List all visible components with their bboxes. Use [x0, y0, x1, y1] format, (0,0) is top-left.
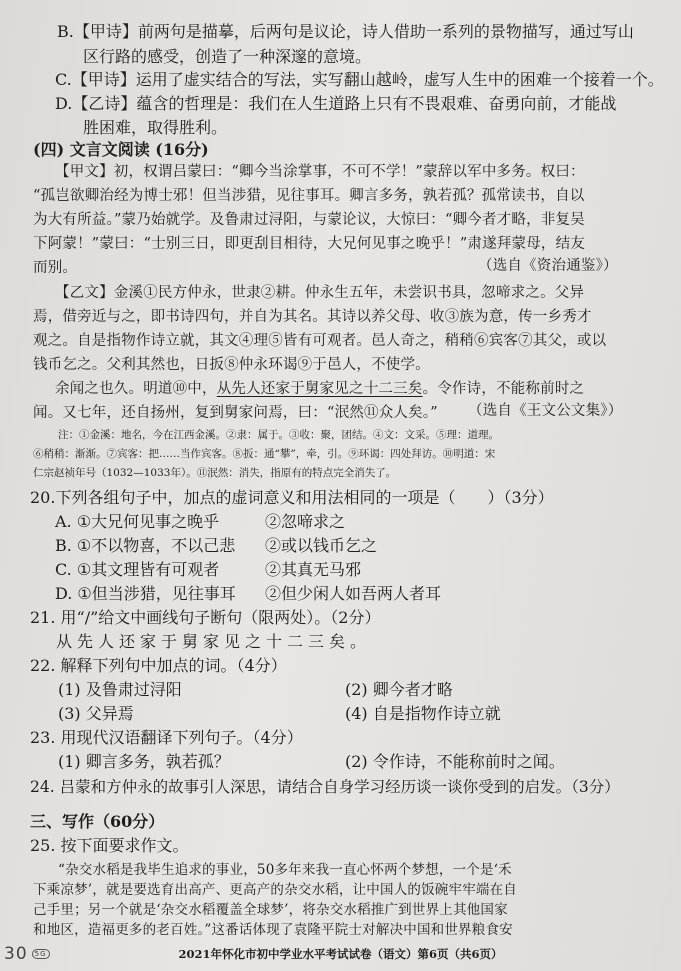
yi-line5-post: 。令作诗，不能称前时之 — [422, 381, 585, 397]
q20-c-2: ②其真无马邪 — [265, 560, 362, 579]
prompt-line2: 下乘凉梦’，就是要选育出高产、更高产的杂交水稻，让中国人的饭碗牢牢端在自 — [33, 882, 517, 898]
section-3-heading: 三、写作（60分） — [30, 812, 165, 831]
q22-item-3: (3) 父异焉 — [58, 704, 134, 723]
jia-text-line1: 【甲文】初，权谓吕蒙曰：“卿今当涂掌事，不可不学！”蒙辞以军中多务。权曰： — [55, 164, 585, 180]
jia-text-line4: 下阿蒙！”蒙曰：“士别三日，即更刮目相待，大兄何见事之晚乎！”肃遂拜蒙母，结友 — [33, 236, 586, 252]
note-line3: 仁宗赵祯年号（1032—1033年）。⑪泯然：消失，指原有的特点完全消失了。 — [33, 467, 397, 479]
prompt-line4: 和地区，造福更多的老百姓。”这番话体现了袁隆平院士对解决中国和世界粮食安 — [33, 922, 513, 938]
option-b-line1: B.【甲诗】前两句是描摹，后两句是议论，诗人借助一系列的景物描写，通过写山 — [57, 22, 634, 41]
network-badge: 5G — [32, 949, 50, 959]
q20-a-2: ②忽啼求之 — [265, 512, 346, 531]
jia-text-line5: 而别。 — [33, 260, 78, 276]
option-b-line2: 区行路的感受，创造了一种深邃的意境。 — [83, 47, 372, 66]
jia-text-line2: “孤岂欲卿治经为博士邪！但当涉猎，见往事耳。卿言多务，孰若孤？孤常读书，自以 — [33, 188, 585, 204]
q20-d-2: ②但少闲人如吾两人者耳 — [265, 584, 442, 603]
q23-item-2: (2) 令作诗，不能称前时之闻。 — [345, 752, 565, 771]
yi-text-line5 — [55, 379, 584, 399]
yi-line5-pre: 余闻之也久。明道⑩中， — [55, 381, 217, 397]
page-footer: 2021年怀化市初中学业水平考试试卷（语文）第6页（共6页） — [178, 947, 503, 961]
q20-b-2: ②或以钱币乞之 — [265, 536, 378, 555]
prompt-line3: 己手里；另一个就是‘杂交水稻覆盖全球梦’，将杂交水稻推广到世界上其他国家 — [33, 902, 508, 918]
watermark-text: 30 — [4, 944, 28, 964]
note-line2: ⑥稍稍：渐渐。⑦宾客：把……当作宾客。⑧扳：通“攀”，牵，引。⑨环谒：四处拜访。⑩明道：宋 — [33, 448, 496, 460]
yi-text-line2: 焉，借旁近与之，即书诗四句，并自为其名。其诗以养父母、收③族为意，传一乡秀才 — [33, 309, 592, 325]
option-d-line2: 胜困难，取得胜利。 — [83, 118, 228, 137]
q21-sentence: 从先人还家于舅家见之十二三矣。 — [56, 632, 372, 651]
q22-item-4: (4) 自是指物作诗立就 — [345, 704, 501, 723]
yi-source: （选自《王文公文集》） — [468, 403, 623, 419]
yi-text-line1: 【乙文】金溪①民方仲永，世隶②耕。仲永生五年，未尝识书具，忽啼求之。父异 — [55, 285, 585, 301]
underlined-sentence: 从先人还家于舅家见之十二三矣 — [216, 381, 423, 397]
question-24: 24. 吕蒙和方仲永的故事引人深思，请结合自身学习经历谈一谈你受到的启发。（3分） — [30, 778, 620, 796]
yi-text-line4: 钱币乞之。父利其然也，日扳⑧仲永环谒⑨于邑人，不使学。 — [33, 357, 430, 373]
yi-text-line3: 观之。自是指物作诗立就，其文④理⑤皆有可观者。邑人奇之，稍稍⑥宾客⑦其父，或以 — [33, 333, 607, 349]
question-21: 21. 用“/”给文中画线句子断句（限两处）。（2分） — [30, 608, 381, 627]
camera-watermark — [4, 944, 50, 964]
option-c: C.【甲诗】运用了虚实结合的写法，实写翻山越岭，虚写人生中的困难一个接着一个。 — [55, 70, 664, 89]
jia-source: （选自《资治通鉴》） — [478, 258, 618, 274]
q20-c-1: C. ①其文理皆有可观者 — [55, 560, 220, 579]
option-d-line1: D.【乙诗】蕴含的哲理是：我们在人生道路上只有不畏艰难、奋勇向前，才能战 — [55, 94, 617, 113]
q20-d-1: D. ①但当涉猎，见往事耳 — [55, 584, 236, 603]
question-25: 25. 按下面要求作文。 — [30, 836, 189, 855]
yi-text-line6: 闻。又七年，还自扬州，复到舅家问焉，曰：“泯然⑪众人矣。” — [33, 405, 438, 421]
prompt-line1: “杂交水稻是我毕生追求的事业，50多年来我一直心怀两个梦想，一个是‘禾 — [58, 862, 512, 878]
question-20: 20.下列各组句子中，加点的虚词意义和用法相同的一项是（ ）（3分） — [30, 488, 554, 507]
section-4-heading: (四) 文言文阅读 (16分) — [33, 140, 209, 159]
q20-a-1: A. ①大兄何见事之晚乎 — [55, 512, 220, 531]
q22-item-1: (1) 及鲁肃过浔阳 — [58, 680, 182, 699]
q22-item-2: (2) 卿今者才略 — [345, 680, 453, 699]
q20-b-1: B. ①不以物喜，不以己悲 — [55, 536, 236, 555]
question-23: 23. 用现代汉语翻译下列句子。（4分） — [30, 728, 303, 747]
jia-text-line3: 为大有所益。”蒙乃始就学。及鲁肃过浔阳，与蒙论议，大惊曰：“卿今者才略，非复吴 — [33, 212, 585, 228]
q23-item-1: (1) 卿言多务，孰若孤？ — [58, 752, 230, 771]
question-22: 22. 解释下列句中加点的词。（4分） — [30, 656, 287, 675]
note-line1: 注：①金溪：地名，今在江西金溪。②隶：属于。③收：聚，团结。④文：文采。⑤理：道理。 — [58, 429, 499, 441]
